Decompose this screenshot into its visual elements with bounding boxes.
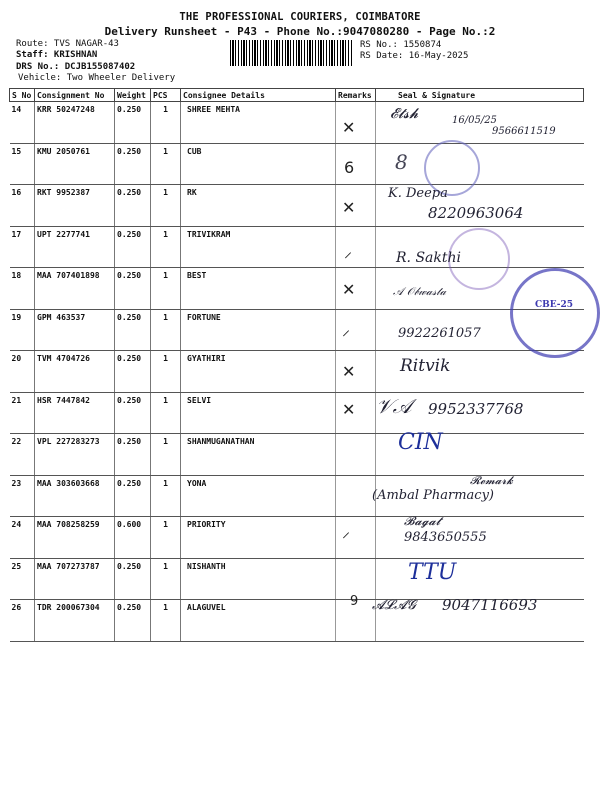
row-weight: 0.250	[115, 434, 151, 476]
signature-19: 𝒜 𝒪𝒷𝓌𝒶𝓈𝓉𝒶	[393, 285, 447, 298]
row-consignee: PRIORITY	[181, 517, 336, 559]
remark-mark-14: ✕	[342, 118, 356, 137]
table-row	[10, 351, 584, 393]
row-pcs: 1	[151, 309, 181, 351]
remark-mark-16: ✕	[342, 198, 356, 217]
row-sno: 24	[10, 517, 35, 559]
row-consignee: SHREE MEHTA	[181, 102, 336, 144]
signature-21: 𝒱𝒜	[376, 394, 412, 418]
table-row	[10, 143, 584, 185]
table-row	[10, 558, 584, 600]
row-consignee: FORTUNE	[181, 309, 336, 351]
row-sno: 21	[10, 392, 35, 434]
row-remarks	[336, 226, 376, 268]
row-weight: 0.250	[115, 268, 151, 310]
row-sno: 22	[10, 434, 35, 476]
row-weight: 0.250	[115, 185, 151, 227]
sig24-phone: 9843650555	[404, 530, 487, 545]
table-row	[10, 309, 584, 351]
row-consignee: RK	[181, 185, 336, 227]
row-weight: 0.250	[115, 102, 151, 144]
row-pcs: 1	[151, 558, 181, 600]
runsheet-table	[9, 88, 584, 642]
remark-mark-20: ✕	[342, 362, 356, 381]
col-pcs: PCS	[151, 89, 181, 102]
col-seal: Seal & Signature	[376, 89, 584, 102]
signature-26: 𝓐𝓛𝓐𝓖	[372, 598, 416, 613]
remark-mark-24: ⸝	[342, 522, 351, 541]
remark-mark-19: ⸝	[342, 320, 351, 339]
row-weight: 0.250	[115, 143, 151, 185]
row-sno: 23	[10, 475, 35, 517]
row-pcs: 1	[151, 102, 181, 144]
row-weight: 0.250	[115, 392, 151, 434]
row-consignee: YONA	[181, 475, 336, 517]
sig20-name: Ritvik	[400, 356, 451, 376]
row-weight: 0.250	[115, 475, 151, 517]
sig22-text: CIN	[398, 430, 443, 455]
sig16-phone: 8220963064	[428, 204, 524, 222]
row-sno: 18	[10, 268, 35, 310]
company-title: THE PROFESSIONAL COURIERS, COIMBATORE	[179, 11, 421, 23]
signature-14: 𝓔𝓽𝓼𝓱	[390, 106, 419, 122]
rs-no-label: RS No.: 1550874	[360, 40, 442, 50]
row-consignee: CUB	[181, 143, 336, 185]
row-remarks	[336, 434, 376, 476]
stamp-cbe-text: CBE-25	[535, 300, 574, 310]
row-sno: 26	[10, 600, 35, 642]
row-consignment: MAA 707273787	[35, 558, 115, 600]
row-consignee: BEST	[181, 268, 336, 310]
vehicle-label: Vehicle: Two Wheeler Delivery	[18, 73, 176, 83]
row-consignment: RKT 9952387	[35, 185, 115, 227]
table-row	[10, 517, 584, 559]
row-consignment: MAA 708258259	[35, 517, 115, 559]
remark-mark-18: ✕	[342, 280, 356, 299]
remark-mark-17: ⸝	[344, 242, 353, 261]
row-consignment: UPT 2277741	[35, 226, 115, 268]
table-header-row	[10, 89, 584, 102]
row-pcs: 1	[151, 268, 181, 310]
sig14-date: 16/05/25	[452, 115, 497, 126]
row-consignment: VPL 227283273	[35, 434, 115, 476]
row-consignment: MAA 303603668	[35, 475, 115, 517]
route-label: Route: TVS NAGAR-43	[16, 39, 119, 49]
row-consignee: SELVI	[181, 392, 336, 434]
row-pcs: 1	[151, 226, 181, 268]
staff-label: Staff: KRISHNAN	[16, 50, 98, 60]
remark-mark-15: 6	[344, 158, 355, 177]
sig23-text: (Ambal Pharmacy)	[372, 488, 495, 503]
row-consignee: SHANMUGANATHAN	[181, 434, 336, 476]
sig26-phone: 9047116693	[442, 596, 538, 614]
row-sno: 25	[10, 558, 35, 600]
row-weight: 0.250	[115, 309, 151, 351]
runsheet-title: Delivery Runsheet - P43 - Phone No.:9047080280 - Page No.:2	[104, 25, 496, 38]
row-sno: 20	[10, 351, 35, 393]
row-consignee: NISHANTH	[181, 558, 336, 600]
row-pcs: 1	[151, 517, 181, 559]
row-weight: 0.250	[115, 600, 151, 642]
row-weight: 0.250	[115, 351, 151, 393]
rs-date-label: RS Date: 16-May-2025	[360, 51, 469, 61]
row-weight: 0.250	[115, 558, 151, 600]
row-pcs: 1	[151, 392, 181, 434]
row-consignment: TDR 200067304	[35, 600, 115, 642]
sig16-name: K. Deepa	[388, 186, 448, 201]
row-sno: 14	[10, 102, 35, 144]
row-consignee: GYATHIRI	[181, 351, 336, 393]
row-pcs: 1	[151, 185, 181, 227]
table-row	[10, 434, 584, 476]
barcode	[230, 40, 352, 66]
col-sno: S No	[10, 89, 35, 102]
company-stamp	[510, 268, 600, 358]
row-sno: 15	[10, 143, 35, 185]
row-remarks	[336, 143, 376, 185]
sig18-name: R. Sakthi	[396, 250, 461, 266]
col-consignment: Consignment No	[35, 89, 115, 102]
sig21-phone: 9952337768	[428, 400, 524, 418]
row-consignment: KRR 50247248	[35, 102, 115, 144]
row-consignment: MAA 707401898	[35, 268, 115, 310]
row-sno: 16	[10, 185, 35, 227]
signature-24: 𝓑𝓪𝓰𝓪𝓽	[404, 514, 441, 528]
remark-mark-26: 9	[350, 594, 359, 609]
row-consignment: HSR 7447842	[35, 392, 115, 434]
row-consignment: GPM 463537	[35, 309, 115, 351]
drs-label: DRS No.: DCJB155087402	[16, 62, 136, 72]
row-pcs: 1	[151, 143, 181, 185]
remark-mark-21: ✕	[342, 400, 356, 419]
row-remarks	[336, 475, 376, 517]
row-pcs: 1	[151, 475, 181, 517]
signature-15: 8	[395, 150, 408, 174]
row-consignee: TRIVIKRAM	[181, 226, 336, 268]
row-sno: 19	[10, 309, 35, 351]
sig25-text: TTU	[408, 560, 457, 585]
row-pcs: 1	[151, 600, 181, 642]
sig14-phone: 9566611519	[492, 126, 556, 137]
row-pcs: 1	[151, 434, 181, 476]
row-consignment: TVM 4704726	[35, 351, 115, 393]
signature-23: 𝓡𝓮𝓶𝓪𝓻𝓴	[470, 474, 513, 487]
row-pcs: 1	[151, 351, 181, 393]
row-consignment: KMU 2050761	[35, 143, 115, 185]
col-consignee: Consignee Details	[181, 89, 336, 102]
row-sno: 17	[10, 226, 35, 268]
row-weight: 0.250	[115, 226, 151, 268]
sig19-phone: 9922261057	[398, 326, 481, 341]
row-consignee: ALAGUVEL	[181, 600, 336, 642]
col-remarks: Remarks	[336, 89, 376, 102]
col-weight: Weight	[115, 89, 151, 102]
row-seal	[376, 558, 584, 600]
row-weight: 0.600	[115, 517, 151, 559]
